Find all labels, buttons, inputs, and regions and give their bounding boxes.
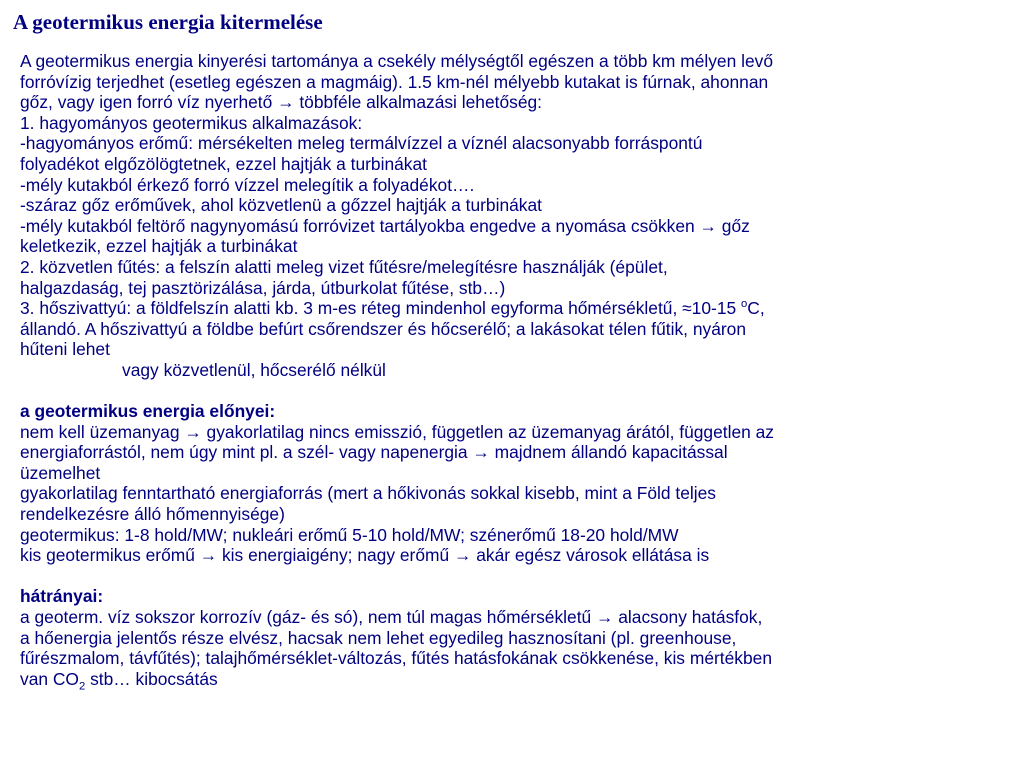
text-line: fűrészmalom, távfűtés); talajhőmérséklet-változás, fűtés hatásfokának csökkenése, kis mértékben bbox=[20, 648, 773, 669]
text-line: energiaforrástól, nem úgy mint pl. a szél- vagy napenergia → majdnem állandó kapacitással bbox=[20, 442, 728, 463]
section-heading: hátrányai: bbox=[20, 586, 104, 607]
text-segment: stb… kibocsátás bbox=[85, 668, 218, 689]
text-line: a hőenergia jelentős része elvész, hacsak nem lehet egyedileg hasznosítani (pl. greenhouse, bbox=[20, 627, 737, 648]
text-line: hűteni lehet bbox=[20, 339, 110, 360]
spacer bbox=[20, 566, 1016, 587]
text-line: 2. közvetlen fűtés: a felszín alatti meleg vizet fűtésre/melegítésre használják (épület, bbox=[20, 256, 668, 277]
text-line: keletkezik, ezzel hajtják a turbinákat bbox=[20, 236, 298, 257]
text-line: gyakorlatilag fenntartható energiaforrás (mert a hőkivonás sokkal kisebb, mint a Föld teljes bbox=[20, 483, 716, 504]
text-line: a geoterm. víz sokszor korrozív (gáz- és só), nem túl magas hőmérsékletű → alacsony hatásfok, bbox=[20, 607, 763, 628]
text-line bbox=[20, 298, 1016, 319]
text-line: kis geotermikus erőmű → kis energiaigény; nagy erőmű → akár egész városok ellátása is bbox=[20, 545, 710, 566]
text-segment: van CO bbox=[20, 668, 79, 689]
text-line: folyadékot elgőzölögtetnek, ezzel hajtják a turbinákat bbox=[20, 153, 428, 174]
text-line: üzemelhet bbox=[20, 462, 101, 483]
slide-body bbox=[20, 51, 1016, 693]
text-line: rendelkezésre álló hőmennyisége) bbox=[20, 504, 285, 525]
subscript: 2 bbox=[78, 680, 86, 693]
text-line: -mély kutakból feltörő nagynyomású forróvizet tartályokba engedve a nyomása csökken → gőz bbox=[20, 215, 750, 236]
text-line: -száraz gőz erőművek, ahol közvetlenü a gőzzel hajtják a turbinákat bbox=[20, 195, 542, 216]
page-title: A geotermikus energia kitermelése bbox=[13, 10, 323, 34]
text-line: állandó. A hőszivattyú a földbe befúrt csőrendszer és hőcserélő; a lakásokat télen fűtik, nyáron bbox=[20, 318, 747, 339]
text-line: forróvízig terjedhet (esetleg egészen a magmáig). 1.5 km-nél mélyebb kutakat is fúrnak, ahonnan bbox=[20, 71, 769, 92]
degree-superscript: o bbox=[741, 298, 748, 311]
text-line: vagy közvetlenül, hőcserélő nélkül bbox=[122, 359, 386, 380]
text-line: halgazdaság, tej pasztörizálása, járda, útburkolat fűtése, stb…) bbox=[20, 277, 506, 298]
text-line: -hagyományos erőmű: mérsékelten meleg termálvízzel a víznél alacsonyabb forráspontú bbox=[20, 133, 703, 154]
text-line: -mély kutakból érkező forró vízzel melegítik a folyadékot…. bbox=[20, 174, 475, 195]
spacer bbox=[20, 381, 1016, 402]
section-heading: a geotermikus energia előnyei: bbox=[20, 401, 276, 422]
text-line: nem kell üzemanyag → gyakorlatilag nincs emisszió, független az üzemanyag árától, független az bbox=[20, 421, 775, 442]
text-line bbox=[20, 668, 1016, 693]
text-segment: C, bbox=[747, 298, 765, 319]
text-segment: 3. hőszivattyú: a földfelszín alatti kb. 3 m-es réteg mindenhol egyforma hőmérsékletű, ≈10-15 bbox=[20, 298, 741, 319]
text-line: gőz, vagy igen forró víz nyerhető → többféle alkalmazási lehetőség: bbox=[20, 92, 543, 113]
text-line: 1. hagyományos geotermikus alkalmazások: bbox=[20, 112, 363, 133]
text-line: geotermikus: 1-8 hold/MW; nukleári erőmű 5-10 hold/MW; szénerőmű 18-20 hold/MW bbox=[20, 524, 679, 545]
text-line: A geotermikus energia kinyerési tartománya a csekély mélységtől egészen a több km mélyen levő bbox=[20, 51, 774, 71]
